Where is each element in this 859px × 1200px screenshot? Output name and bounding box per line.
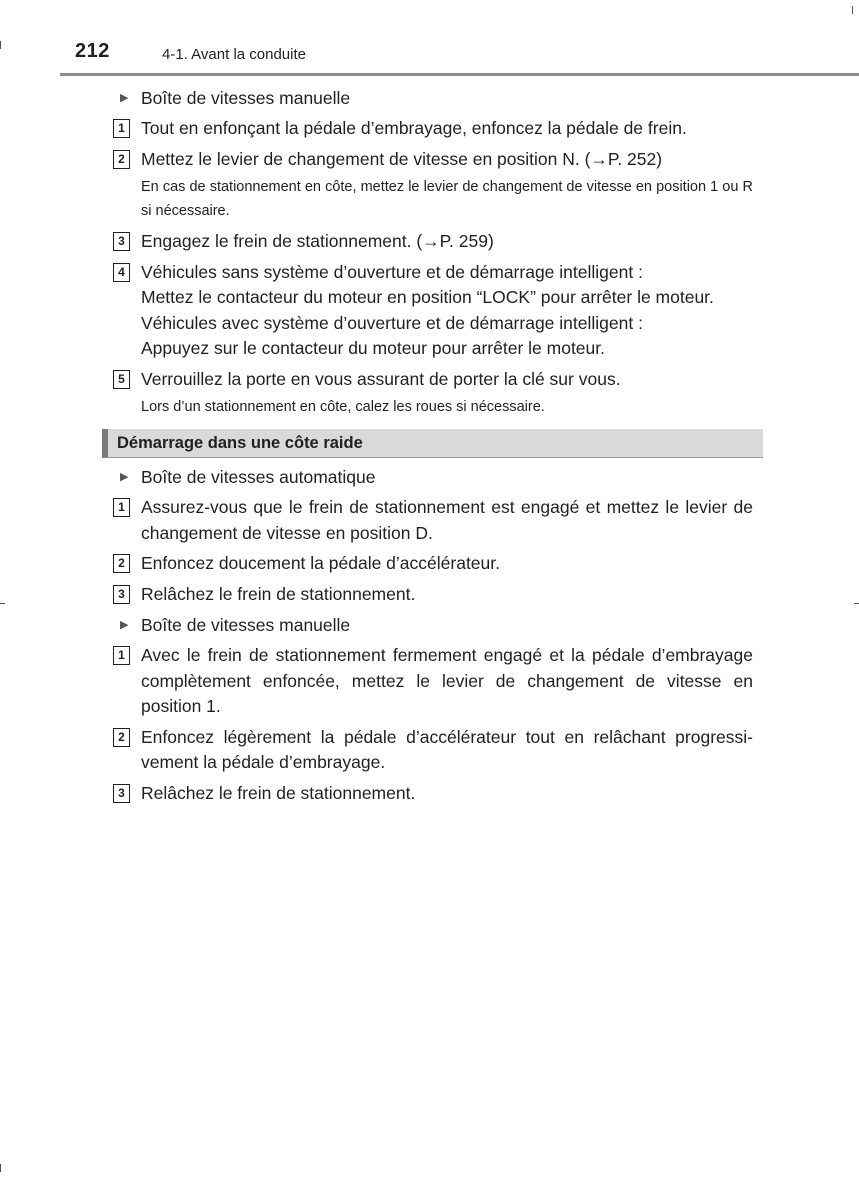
step-number-badge: 1 [113,119,130,138]
crop-mark [854,603,859,604]
step-text: Engagez le frein de stationnement. (→P. 259) [141,231,494,251]
subheading-manual-hill [113,612,753,638]
step-text: Tout en enfonçant la pédale d’embrayage, enfoncez la pédale de frein. [141,118,687,138]
crop-mark [0,603,5,604]
subheading-text: Boîte de vitesses manuelle [141,88,351,108]
step-text: Véhicules sans système d’ouverture et de démarrage intelligent : [141,261,643,282]
triangle-right-icon: ▶ [120,92,129,104]
step-number-badge: 3 [113,585,130,604]
header-rule [60,73,859,76]
step-2 [113,551,753,577]
step-text: Assurez-vous que le frein de stationnement est engagé et mettez le levier de changement de vitesse en position D. [141,497,753,543]
step-number-badge: 1 [113,498,130,517]
step-number-badge: 4 [113,263,130,282]
step-4 [113,260,753,362]
step-text: Enfoncez légèrement la pédale d’accélérateur tout en relâchant progressi-vement la pédale d’embrayage. [141,726,753,772]
subheading-text: Boîte de vitesses manuelle [141,615,351,635]
crop-mark [852,6,853,14]
triangle-right-icon: ▶ [120,471,129,483]
step-note: En cas de stationnement en côte, mettez le levier de changement de vitesse en position 1 ou R si nécessaire. [141,179,753,219]
step-3 [113,781,753,807]
step-text: Mettez le levier de changement de vitesse en position N. (→P. 252) [141,148,663,169]
page-content [113,85,753,811]
step-text: Verrouillez la porte en vous assurant de porter la clé sur vous. [141,368,621,389]
step-text: Appuyez sur le contacteur du moteur pour arrêter le moteur. [141,338,605,358]
step-note: Lors d’un stationnement en côte, calez les roues si nécessaire. [141,399,545,415]
step-number-badge: 2 [113,150,130,169]
step-3 [113,582,753,608]
step-text: Relâchez le frein de stationnement. [141,583,416,604]
step-text: Relâchez le frein de stationnement. [141,782,416,803]
subheading-text: Boîte de vitesses automatique [141,467,376,487]
step-text: Mettez le contacteur du moteur en position “LOCK” pour arrêter le moteur. [141,287,714,307]
step-text: Enfoncez doucement la pédale d’accélérateur. [141,553,500,573]
subheading-manual-parking [113,85,753,111]
section-heading-text: Démarrage dans une côte raide [117,434,363,452]
subheading-automatic [113,464,753,490]
section-title: 4-1. Avant la conduite [162,46,306,63]
section-heading [102,429,763,458]
step-text: Véhicules avec système d’ouverture et de démarrage intelligent : [141,312,643,333]
step-number-badge: 2 [113,728,130,747]
triangle-right-icon: ▶ [120,619,129,631]
step-3 [113,229,753,255]
step-1 [113,643,753,720]
step-number-badge: 3 [113,784,130,803]
step-1 [113,116,753,142]
step-number-badge: 3 [113,232,130,251]
step-2 [113,725,753,776]
step-5 [113,367,753,393]
crop-mark [0,41,1,49]
page-number: 212 [75,40,110,62]
step-text: Avec le frein de stationnement fermement engagé et la pédale d’embrayage complètement enfoncée, mettez le levier de changement de vitesse en position 1. [141,645,753,716]
step-number-badge: 1 [113,646,130,665]
step-number-badge: 5 [113,370,130,389]
step-number-badge: 2 [113,554,130,573]
step-1 [113,495,753,546]
crop-mark [0,1164,1,1172]
step-2 [113,147,753,173]
